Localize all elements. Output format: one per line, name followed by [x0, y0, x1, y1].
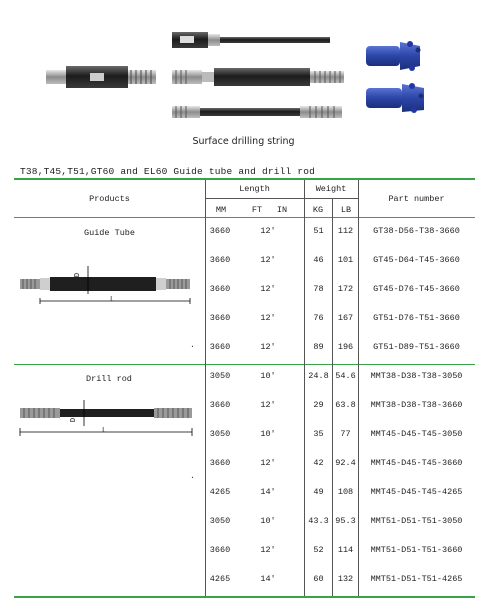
- cell-kg: 76: [313, 313, 324, 323]
- cell-lb: 196: [337, 342, 354, 352]
- button-bit-bottom-image: [366, 83, 424, 113]
- drill-rod-diagram: [18, 400, 194, 444]
- cell-ft: 12': [260, 284, 276, 294]
- cell-lb: 108: [337, 487, 354, 497]
- cell-ft: 14': [260, 574, 276, 584]
- table-top-rule: [14, 178, 475, 180]
- cell-mm: 3050: [209, 429, 231, 439]
- cell-ft: 10': [260, 371, 276, 381]
- cell-kg: 49: [313, 487, 324, 497]
- cell-lb: 112: [337, 226, 354, 236]
- cell-lb: 172: [337, 284, 354, 294]
- cell-part: MMT51-D51-T51-3050: [370, 516, 463, 526]
- guide-tube-diagram: [18, 266, 194, 310]
- cell-part: MMT51-D51-T51-3660: [370, 545, 463, 555]
- cell-lb: 54.6: [335, 371, 356, 381]
- cell-ft: 12': [260, 313, 276, 323]
- cell-part: GT51-D89-T51-3660: [373, 342, 460, 352]
- cell-mm: 4265: [209, 487, 231, 497]
- cell-kg: 51: [313, 226, 324, 236]
- stray-dot: .: [190, 341, 195, 350]
- cell-ft: 12': [260, 255, 276, 265]
- illustration-caption: Surface drilling string: [192, 136, 295, 147]
- cell-mm: 3660: [209, 255, 231, 265]
- cell-lb: 114: [337, 545, 354, 555]
- cell-part: GT45-D64-T45-3660: [373, 255, 460, 265]
- diagram-label-d: D: [70, 417, 79, 423]
- cell-part: MMT45-D45-T45-4265: [370, 487, 463, 497]
- header-kg: KG: [312, 205, 324, 215]
- col-divider-1: [205, 180, 206, 596]
- cell-kg: 52: [313, 545, 324, 555]
- surface-drilling-string-illustration: [0, 0, 487, 155]
- header-lb: LB: [340, 205, 352, 215]
- subheader-line-length: [205, 198, 304, 199]
- header-mm: MM: [215, 205, 227, 215]
- cell-kg: 29: [313, 400, 324, 410]
- drill-rod-image: [172, 106, 342, 118]
- cell-kg: 60: [313, 574, 324, 584]
- cell-kg: 46: [313, 255, 324, 265]
- cell-ft: 12': [260, 458, 276, 468]
- table-bottom-rule: [14, 596, 475, 598]
- cell-part: MMT45-D45-T45-3660: [370, 458, 463, 468]
- cell-mm: 3660: [209, 313, 231, 323]
- cell-mm: 3660: [209, 342, 231, 352]
- cell-ft: 14': [260, 487, 276, 497]
- header-in: IN: [276, 205, 288, 215]
- diagram-label-l: L: [110, 296, 115, 304]
- header-length: Length: [239, 184, 270, 194]
- cell-part: MMT38-D38-T38-3660: [370, 400, 463, 410]
- cell-kg: 35: [313, 429, 324, 439]
- group-divider-rule: [14, 364, 475, 365]
- header-weight: Weight: [315, 184, 347, 194]
- header-products: Products: [89, 194, 130, 204]
- diagram-label-l: L: [102, 427, 107, 435]
- cell-mm: 3660: [209, 545, 231, 555]
- cell-lb: 77: [340, 429, 351, 439]
- guide-tube-image: [172, 68, 344, 86]
- header-bottom-rule: [14, 217, 475, 218]
- table-title: T38,T45,T51,GT60 and EL60 Guide tube and drill rod: [20, 166, 316, 177]
- cell-kg: 78: [313, 284, 324, 294]
- cell-part: MMT45-D45-T45-3050: [370, 429, 463, 439]
- top-rod-image: [172, 32, 330, 48]
- cell-kg: 43.3: [308, 516, 329, 526]
- cell-mm: 3660: [209, 458, 231, 468]
- cell-part: GT45-D76-T45-3660: [373, 284, 460, 294]
- cell-lb: 101: [337, 255, 354, 265]
- cell-mm: 3660: [209, 226, 231, 236]
- cell-part: GT38-D56-T38-3660: [373, 226, 460, 236]
- shank-adapter-image: [46, 66, 156, 88]
- cell-ft: 12': [260, 545, 276, 555]
- cell-mm: 3660: [209, 284, 231, 294]
- cell-lb: 92.4: [335, 458, 356, 468]
- col-divider-2: [304, 180, 305, 596]
- group-guide-tube-label: Guide Tube: [84, 228, 136, 238]
- cell-mm: 3660: [209, 400, 231, 410]
- cell-kg: 89: [313, 342, 324, 352]
- cell-part: MMT38-D38-T38-3050: [370, 371, 463, 381]
- cell-part: GT51-D76-T51-3660: [373, 313, 460, 323]
- cell-ft: 12': [260, 226, 276, 236]
- cell-lb: 63.8: [335, 400, 356, 410]
- cell-lb: 167: [337, 313, 354, 323]
- cell-kg: 24.8: [308, 371, 329, 381]
- cell-mm: 3050: [209, 371, 231, 381]
- diagram-label-d: D: [74, 272, 83, 278]
- button-bit-top-image: [366, 41, 421, 71]
- cell-mm: 3050: [209, 516, 231, 526]
- cell-ft: 10': [260, 516, 276, 526]
- cell-kg: 42: [313, 458, 324, 468]
- cell-ft: 12': [260, 400, 276, 410]
- cell-lb: 132: [337, 574, 354, 584]
- col-divider-3: [358, 180, 359, 596]
- cell-mm: 4265: [209, 574, 231, 584]
- group-drill-rod-label: Drill rod: [86, 374, 132, 384]
- stray-dot: .: [190, 472, 195, 481]
- cell-lb: 95.3: [335, 516, 356, 526]
- cell-ft: 12': [260, 342, 276, 352]
- cell-ft: 10': [260, 429, 276, 439]
- cell-part: MMT51-D51-T51-4265: [370, 574, 463, 584]
- header-part-number: Part number: [388, 194, 445, 204]
- header-ft: FT: [251, 205, 263, 215]
